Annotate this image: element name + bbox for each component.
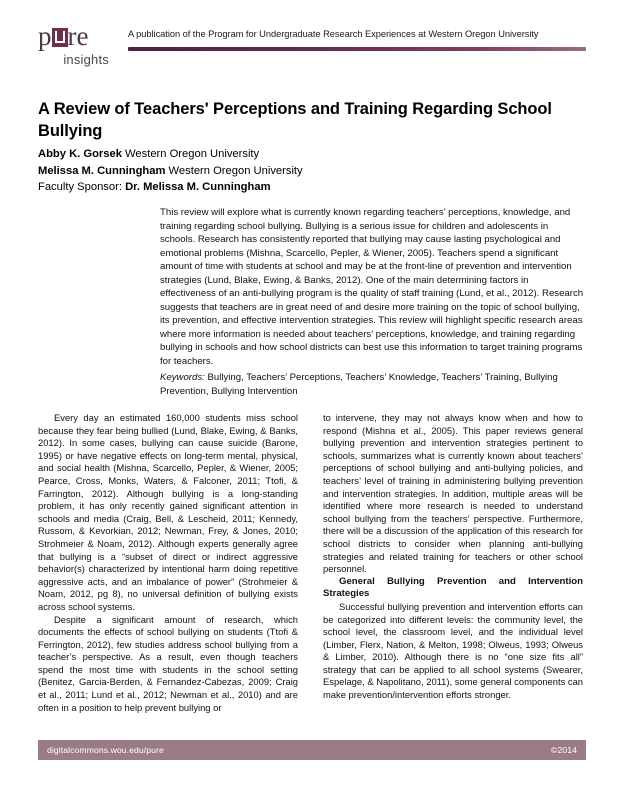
masthead-tagline-block bbox=[110, 22, 586, 51]
section-heading: General Bullying Prevention and Intervention Strategies bbox=[323, 575, 583, 600]
keywords-label: Keywords: bbox=[160, 372, 205, 383]
paragraph: Despite a significant amount of research, which documents the effects of school bullying on students (Ttofi & Ferrington, 2012), few studies address school bullying from a teacher’s perspective. As a result, even though teachers spend the most time with students in the school setting (Benitez, Garcia-Berden, & Fernandez-Cabezas, 2009; Craig et al., 2011; Lund et al., 2012; Newman et al., 2010) and are often in a position to help prevent bullying or bbox=[38, 613, 298, 713]
logo-wordmark: p re bbox=[38, 21, 89, 51]
author-name: Melissa M. Cunningham bbox=[38, 164, 166, 177]
footer-url[interactable]: digitalcommons.wou.edu/pure bbox=[47, 745, 164, 755]
faculty-sponsor-line bbox=[38, 179, 578, 196]
faculty-sponsor-name: Dr. Melissa M. Cunningham bbox=[125, 181, 271, 193]
footer-copyright: ©2014 bbox=[551, 745, 577, 755]
paragraph: Successful bullying prevention and intervention efforts can be categorized into different levels: the community level, the school level, the classroom level, and the individual level (Limber, Flerx, Nation, & Melton, 1998; Olweus, 1993; Olweus & Limber, 2010). Although there is no “one size fits all” strategy that can be applied to all school systems (Swearer, Espelage, & Napolitano, 2011), some general components can make prevention/intervention efforts stronger. bbox=[323, 600, 583, 701]
author-line-2 bbox=[38, 163, 578, 180]
right-column bbox=[323, 412, 583, 722]
abstract-text: This review will explore what is currently known regarding teachers’ perceptions, knowledge, and training regarding school bullying. Bullying is a serious issue for children and adolescents in schools. Research has consistently reported that bullying may cause lasting psychological and emotional problems (Mishna, Scarcello, Pepler, & Wiener, 2005). Teachers spend a significant amount of time with students at school and may be at the front-line of prevention and intervention strategies (Lund, Blake, Ewing, & Banks, 2012). One of the main determining factors in effectiveness of an anti-bullying program is the quality of staff training (Lund, et al., 2012). Research suggests that teachers are in great need of and desire more training on the topic of school bullying, its prevention, and effective intervention strategies. This review will highlight specific research areas where more information is needed about teachers’ perceptions, knowledge, and training regarding bullying in schools and how school districts can best use this information to target training programs for teachers. bbox=[160, 207, 584, 367]
logo-subtitle: insights bbox=[63, 52, 109, 67]
keywords-value: Bullying, Teachers’ Perceptions, Teachers’ Knowledge, Teachers’ Training, Bullying Prevention, Bullying Intervention bbox=[160, 372, 558, 397]
author-affiliation: Western Oregon University bbox=[168, 164, 303, 177]
pure-insights-logo bbox=[38, 22, 110, 67]
page-footer bbox=[38, 740, 586, 760]
page-title: A Review of Teachers' Perceptions and Training Regarding School Bullying bbox=[38, 100, 552, 140]
left-column bbox=[38, 412, 298, 722]
masthead bbox=[38, 22, 586, 78]
faculty-sponsor-label: Faculty Sponsor: bbox=[38, 181, 122, 193]
logo-u-glyph bbox=[52, 28, 68, 47]
author-affiliation: Western Oregon University bbox=[125, 148, 260, 160]
publication-tagline: A publication of the Program for Undergraduate Research Experiences at Western Oregon University bbox=[128, 29, 539, 39]
paragraph: Every day an estimated 160,000 students miss school because they fear being bullied (Lund, Blake, Ewing, & Banks, 2012). In some cases, bullying can cause suicide (Barone, 1995) or have negative effects on long-term mental, physical, and social health (Mishna, Scarcello, Pepler, & Wiener, 2005; Pearce, Cross, Monks, Waters, & Falconer, 2011; Ttofi, & Farrington, 2012). Although bullying is a long-standing problem, it has only recently gained significant attention in schools and media (Craig, Bell, & Lescheid, 2011; Kennedy, Russom, & Kevorkian, 2012; Newman, Frey, & Jones, 2010; Strohmeier & Noam, 2012). Although experts generally agree that bullying is a “subset of direct or indirect aggressive behavior(s) characterized by intentional harm doing repetitive aggressive acts, and an imbalance of power” (Strohmeier & Noam, 2012, pg 8), no universal definition of bullying exists across school systems. bbox=[38, 412, 298, 612]
body-columns bbox=[38, 412, 583, 722]
paragraph: to intervene, they may not always know when and how to respond (Mishna et al., 2005). This paper reviews general bullying prevention and intervention strategies pertinent to schools, summarizes what is currently known about teachers’ perceptions of school bullying and anti-bullying policies, and teachers’ level of training in administering bullying prevention and intervention strategies. In addition, multiple areas will be identified where more research is needed to understand school bullying from the teachers’ perspective. Furthermore, there will be a discussion of the application of this research for school districts to consider when planning anti-bullying strategies and related training for teachers or other school personnel. bbox=[323, 412, 583, 575]
author-name: Abby K. Gorsek bbox=[38, 148, 122, 160]
author-line-1 bbox=[38, 146, 578, 163]
byline bbox=[38, 146, 578, 196]
masthead-divider bbox=[128, 47, 586, 51]
keywords-block bbox=[160, 371, 585, 398]
